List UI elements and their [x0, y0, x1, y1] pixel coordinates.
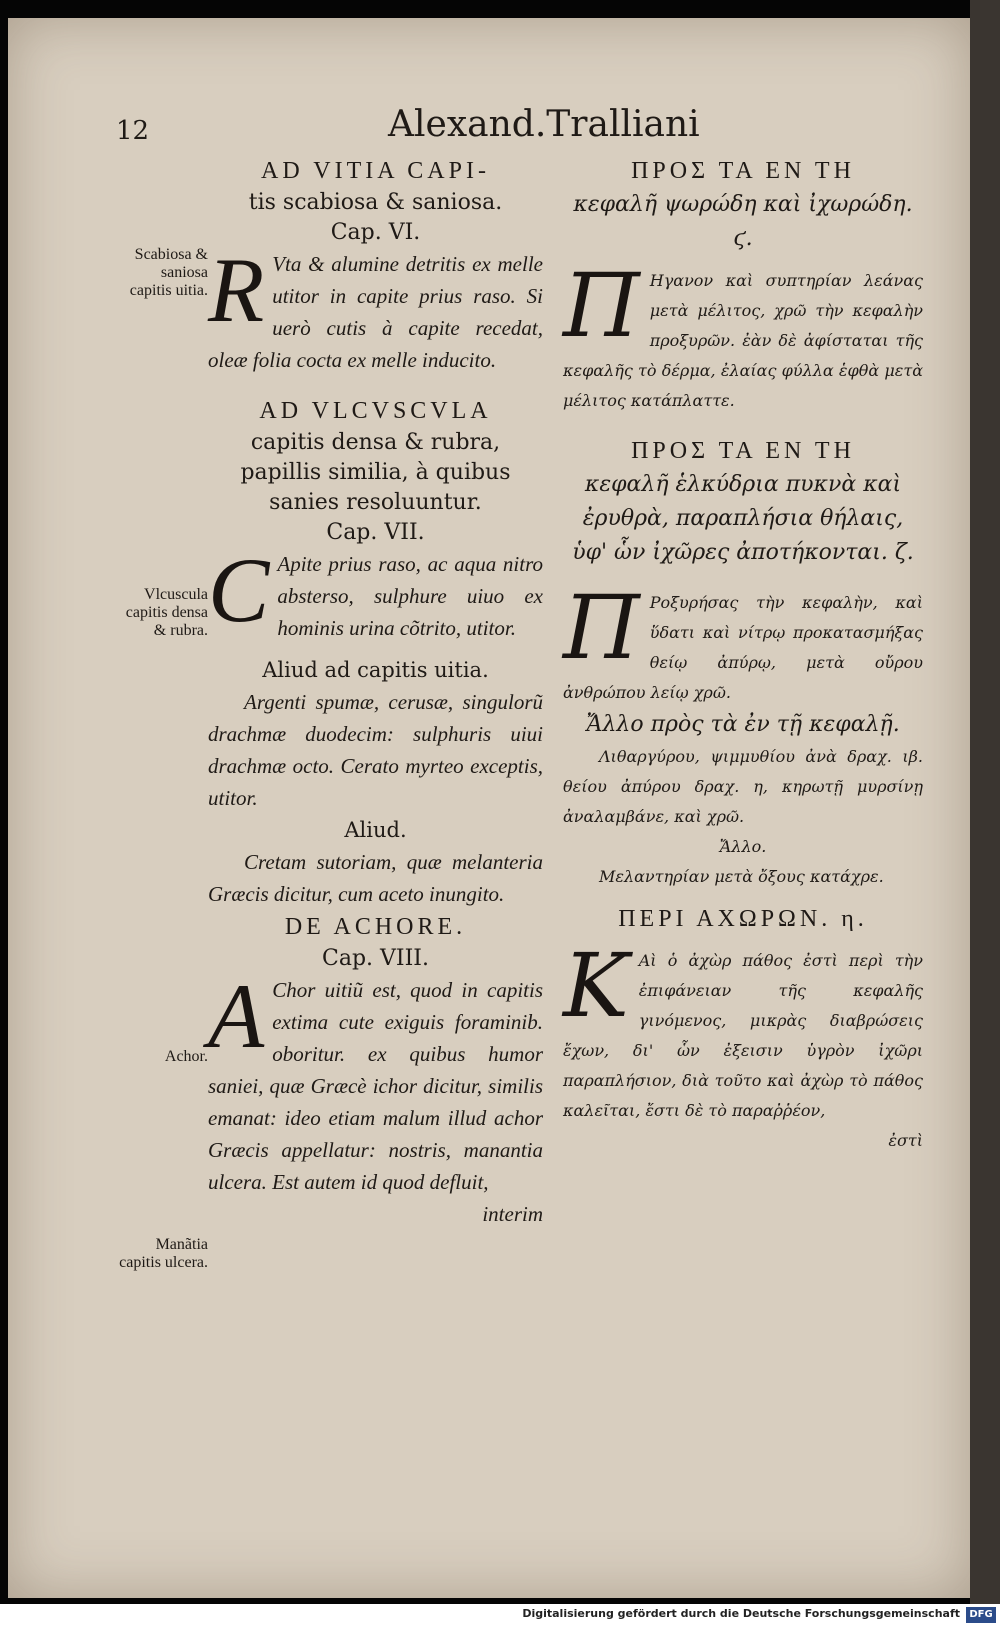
- greek-sec1-sub: κεφαλῆ ψωρώδη καὶ ἰχωρώδη. ϛ.: [573, 192, 913, 251]
- latin-sec1-chapter: Cap. VI.: [330, 220, 421, 245]
- latin-sec4-text: Cretam sutoriam, quæ melanteria Græcis dicitur, cum aceto inungito.: [208, 850, 543, 906]
- latin-sec2-paragraph: [208, 539, 543, 644]
- margin-note-manantia: Manãtia capitis ulcera.: [119, 1236, 208, 1271]
- greek-sec3-text: Λιθαργύρου, ψιμμυθίου ἀνὰ δραχ. ιβ. θείου ἀπύρου δραχ. η, κηρωτῇ μυρσίνῃ ἀναλαμβάνε, καὶ χρῶ.: [563, 747, 923, 826]
- latin-sec2-chapter: Cap. VII.: [326, 520, 425, 545]
- greek-sec1-heading: ΠΡΟΣ ΤΑ ΕΝ ΤΗ: [631, 158, 855, 184]
- latin-sec4-title: Aliud.: [344, 818, 407, 842]
- greek-sec2-text: Ροξυρήσας τὴν κεφαλὴν, καὶ ὕδατι καὶ νίτρῳ προκατασμήξας θείῳ ἀπύρῳ, μετὰ οὔρου ἀνθρώπου λείῳ χρῶ.: [563, 593, 923, 702]
- greek-sec5-paragraph: [563, 934, 923, 1126]
- dfg-logo-icon: DFG: [966, 1607, 996, 1623]
- greek-column: [563, 154, 923, 1156]
- greek-sec5-heading: ΠΕΡΙ ΑΧΩΡΩΝ. η.: [618, 906, 868, 932]
- margin-note-vlcuscula: Vlcuscula capitis densa & rubra.: [125, 586, 208, 639]
- latin-sec1-dropcap: R: [208, 239, 265, 341]
- latin-sec5-heading: DE ACHORE.: [284, 914, 467, 940]
- latin-sec5-text: Chor uitiũ est, quod in capitis extima cute exiguis foraminib. oboritur. ex quibus humor saniei, quæ Græcè ichor dicitur, similis emanat: ideo etiam malum illud achor Græcis appellatur: nostris, manantia ulcera. Est autem id quod defluit,: [208, 978, 543, 1194]
- margin-note-achor: Achor.: [164, 1048, 208, 1065]
- latin-catchword: interim: [482, 1202, 543, 1226]
- greek-sec1-dropcap: Π: [563, 254, 640, 357]
- greek-sec5-dropcap: Κ: [563, 934, 629, 1037]
- latin-sec1-heading: AD VITIA CAPI-: [261, 158, 490, 184]
- latin-sec2-sub: capitis densa & rubra, papillis similia, à quibus sanies resoluuntur.: [240, 430, 511, 515]
- margin-note-scabiosa: Scabiosa & saniosa capitis uitia.: [129, 246, 208, 299]
- footer-credit: Digitalisierung gefördert durch die Deutsche Forschungsgemeinschaft: [522, 1607, 960, 1620]
- greek-catchword: ἐστὶ: [888, 1131, 923, 1150]
- greek-sec2-paragraph: [563, 576, 923, 708]
- greek-sec1-text: Ηγανον καὶ συπτηρίαν λεάνας μετὰ μέλιτος, χρῶ τὴν κεφαλὴν προξυρῶν. ἐὰν δὲ ἀφίσταται τῆς κεφαλῆς τὸ δέρμα, ἐλαίας φύλλα ἑφθὰ μετὰ μέλιτος κατάπλαττε.: [563, 271, 923, 410]
- greek-sec2-heading: ΠΡΟΣ ΤΑ ΕΝ ΤΗ: [631, 438, 855, 464]
- latin-sec5-chapter: Cap. VIII.: [322, 946, 429, 971]
- latin-column: [208, 154, 543, 1230]
- greek-sec2-sub: κεφαλῆ ἑλκύδρια πυκνὰ καὶ ἐρυθρὰ, παραπλήσια θήλαις, ὑφ' ὧν ἰχῶρες ἀποτήκονται. ζ.: [572, 472, 914, 565]
- latin-sec1-sub: tis scabiosa & saniosa.: [248, 190, 503, 215]
- greek-sec2-dropcap: Π: [563, 576, 640, 679]
- footer-bar: [0, 1604, 1000, 1628]
- greek-sec1-paragraph: [563, 254, 923, 416]
- latin-sec2-heading: AD VLCVSCVLA: [259, 398, 492, 424]
- latin-sec3-title: Aliud ad capitis uitia.: [262, 658, 489, 682]
- page-edge: [970, 0, 1000, 1628]
- latin-sec5-dropcap: A: [208, 965, 265, 1067]
- greek-sec4-text: Μελαντηρίαν μετὰ ὄξους κατάχρε.: [599, 867, 884, 886]
- latin-sec1-paragraph: [208, 239, 543, 376]
- page-number: 12: [116, 116, 150, 146]
- book-page: [8, 18, 970, 1598]
- running-head: Alexand.Tralliani: [388, 104, 700, 145]
- latin-sec2-dropcap: C: [208, 539, 270, 641]
- latin-sec2-text: Apite prius raso, ac aqua nitro absterso, sulphure uiuo ex hominis urina cõtrito, utitor.: [277, 552, 543, 640]
- latin-sec1-text: Vta & alumine detritis ex melle utitor in capite prius raso. Si uerò cutis à capite recedat, oleæ folia cocta ex melle inducito.: [208, 252, 543, 372]
- latin-sec5-paragraph: [208, 965, 543, 1198]
- latin-sec3-text: Argenti spumæ, cerusæ, singulorũ drachmæ duodecim: sulphuris uiui drachmæ octo. Cerato myrteo exceptis, utitor.: [208, 690, 543, 810]
- greek-sec4-title: Ἄλλο.: [719, 837, 767, 856]
- greek-sec5-text: Αὶ ὁ ἀχὼρ πάθος ἐστὶ περὶ τὴν ἐπιφάνειαν τῆς κεφαλῆς γινόμενος, μικρὰς διαβρώσεις ἔχων, δι' ὧν ἐξεισιν ὑγρὸν ἰχῶρι παραπλήσιον, διὰ τοῦτο καὶ ἀχὼρ τὸ πάθος καλεῖται, ἔστι δὲ τὸ παραῤῥέον,: [563, 951, 923, 1120]
- greek-sec3-title: Ἄλλο πρὸς τὰ ἐν τῇ κεφαλῇ.: [586, 712, 900, 737]
